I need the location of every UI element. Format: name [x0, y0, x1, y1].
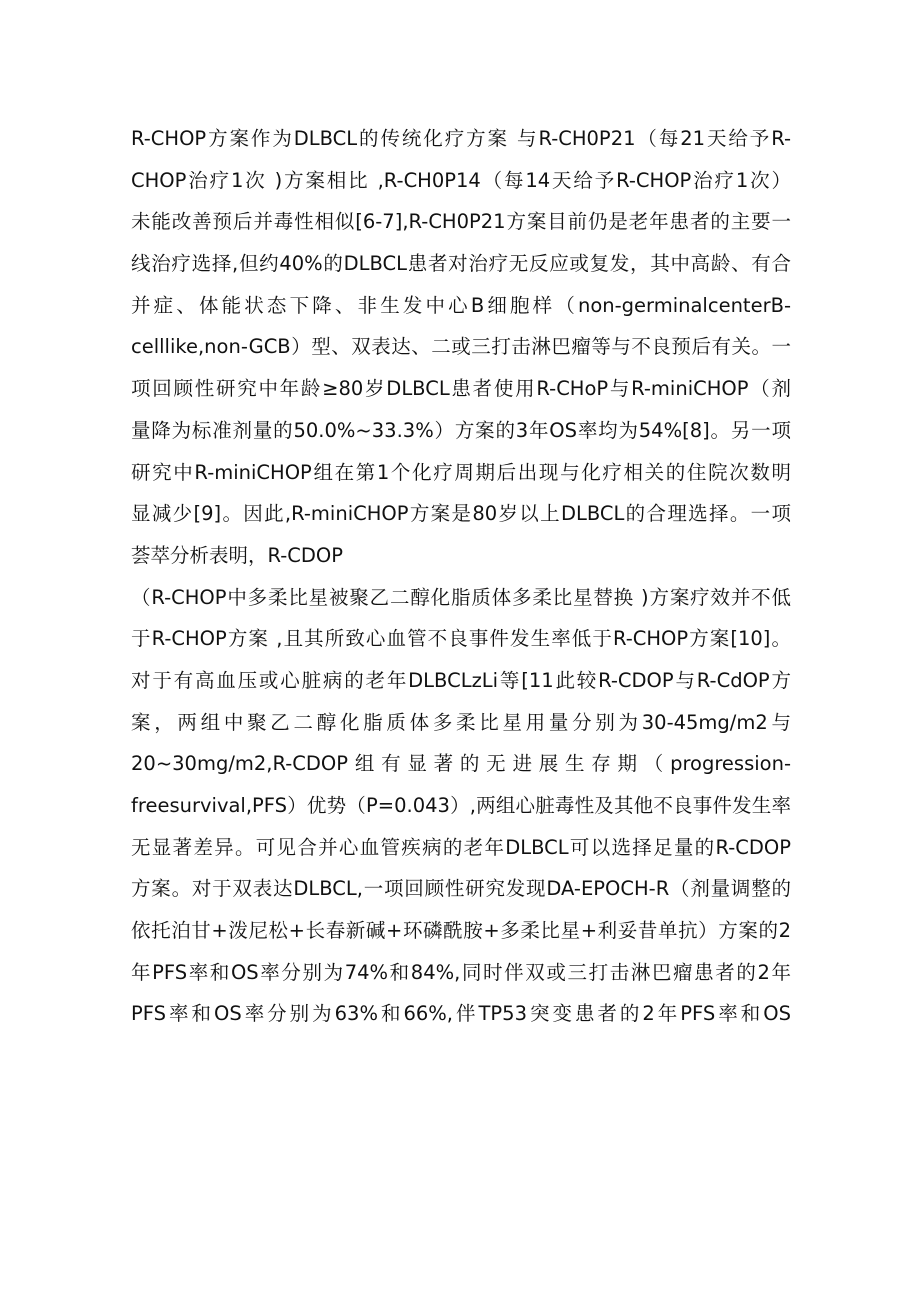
text-line: freesurvival,PFS）优势（P=0.043）,两组心脏毒性及其他不良事件发生率 — [131, 794, 791, 817]
text-line: 荟萃分析表明，R-CDOP — [131, 543, 344, 567]
body-paragraph — [131, 118, 791, 1035]
text-line: 对于有高血压或心脏病的老年DLBCLzLi等[11此较R-CDOP与R-CdOP方 — [131, 668, 791, 692]
text-line: 方案。对于双表达DLBCL,一项回顾性研究发现DA-EPOCH-R（剂量调整的 — [131, 877, 791, 901]
text-line: 于R-CHOP方案 ,且其所致心血管不良事件发生率低于R-CHOP方案[10]。 — [131, 627, 791, 651]
text-line: celllike,non-GCB）型、双表达、二或三打击淋巴瘤等与不良预后有关。一 — [131, 335, 791, 359]
text-line: 依托泊甘+泼尼松+长春新碱+环磷酰胺+多柔比星+利妥昔单抗）方案的2 — [131, 919, 791, 943]
text-line: 未能改善预后并毒性相似[6-7],R-CH0P21方案目前仍是老年患者的主要一 — [131, 210, 791, 234]
text-line: CHOP治疗1次 )方案相比 ,R-CH0P14（每14天给予R-CHOP治疗1次） — [131, 168, 791, 192]
text-line: （R-CHOP中多柔比星被聚乙二醇化脂质体多柔比星替换 )方案疗效并不低 — [131, 585, 791, 609]
text-line: 研究中R-miniCHOP组在第1个化疗周期后出现与化疗相关的住院次数明 — [131, 460, 791, 484]
text-line: 案，两组中聚乙二醇化脂质体多柔比星用量分别为30-45mg/m2与 — [131, 710, 791, 734]
text-line: 并症、体能状态下降、非生发中心B细胞样（non-germinalcenterB- — [131, 293, 791, 317]
text-line: 20~30mg/m2,R-CDOP组有显著的无进展生存期（progression- — [131, 752, 791, 776]
text-line: 量降为标准剂量的50.0%~33.3%）方案的3年OS率均为54%[8]。另一项 — [131, 418, 791, 442]
text-line: PFS率和OS率分别为63%和66%,伴TP53突变患者的2年PFS率和OS — [131, 1002, 791, 1026]
text-line: R-CHOP方案作为DLBCL的传统化疗方案 与R-CH0P21（每21天给予R- — [131, 127, 791, 150]
text-line: 线治疗选择,但约40%的DLBCL患者对治疗无反应或复发，其中高龄、有合 — [131, 252, 791, 276]
text-line: 显减少[9]。因此,R-miniCHOP方案是80岁以上DLBCL的合理选择。一项 — [131, 502, 791, 526]
text-line: 项回顾性研究中年龄≥80岁DLBCL患者使用R-CHoP与R-miniCHOP（剂 — [131, 377, 791, 401]
text-line: 无显著差异。可见合并心血管疾病的老年DLBCL可以选择足量的R-CDOP — [131, 835, 791, 859]
text-line: 年PFS率和OS率分别为74%和84%,同时伴双或三打击淋巴瘤患者的2年 — [131, 960, 791, 984]
